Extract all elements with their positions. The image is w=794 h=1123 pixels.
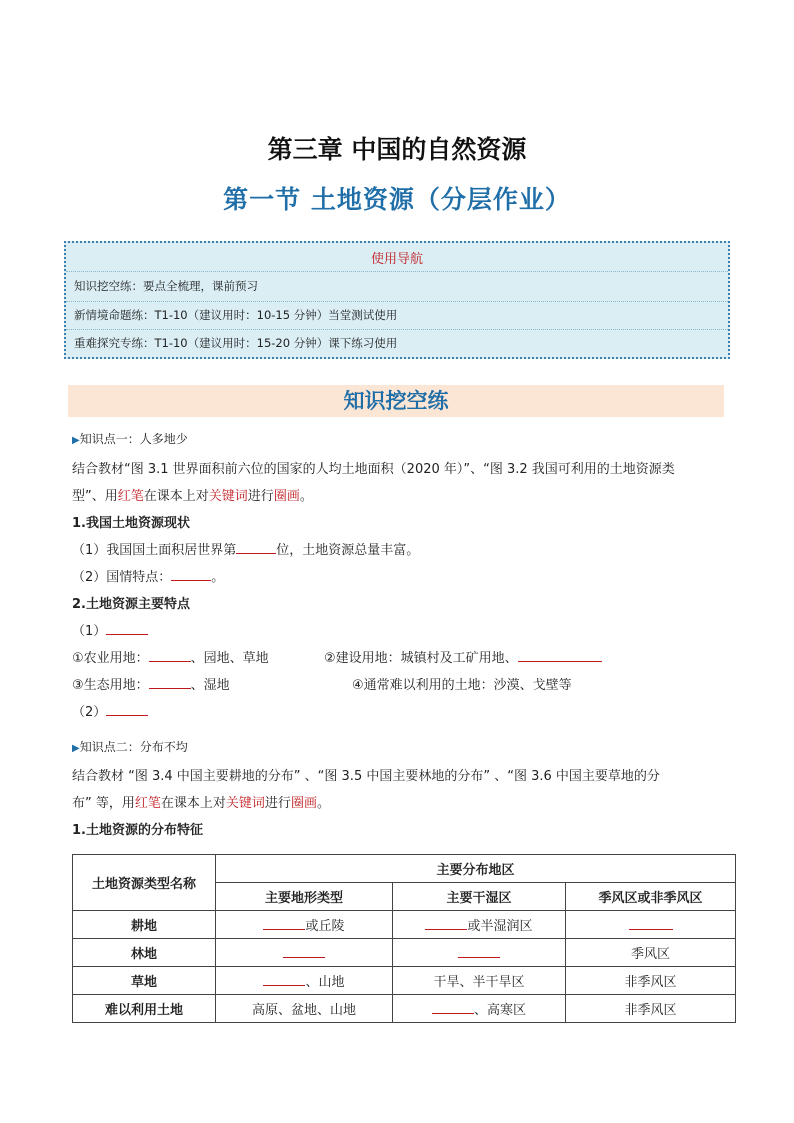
table-cell: 、山地 bbox=[216, 967, 393, 995]
table-sub-header: 季风区或非季风区 bbox=[566, 883, 736, 911]
unusable-land-item: ④通常难以利用的土地：沙漠、戈壁等 bbox=[352, 678, 572, 693]
kp1-feature-q1: （1） bbox=[72, 620, 148, 639]
fill-blank[interactable] bbox=[458, 944, 500, 958]
fill-blank[interactable] bbox=[106, 702, 148, 716]
nav-divider bbox=[66, 329, 728, 330]
row-name: 林地 bbox=[73, 939, 216, 967]
table-cell: 非季风区 bbox=[566, 995, 736, 1023]
fill-blank[interactable] bbox=[283, 944, 325, 958]
nav-divider bbox=[66, 301, 728, 302]
kp1-subsection-1-title: 1.我国土地资源现状 bbox=[72, 516, 190, 531]
kp1-question-2: （2）国情特点： 。 bbox=[72, 566, 224, 585]
construction-land-item: ②建设用地：城镇村及工矿用地、 bbox=[324, 647, 602, 666]
row-name: 耕地 bbox=[73, 911, 216, 939]
knowledge-point-1-heading: ▶知识点一：人多地少 bbox=[72, 432, 188, 446]
kp1-subsection-2-title: 2.土地资源主要特点 bbox=[72, 597, 190, 612]
fill-blank[interactable] bbox=[149, 675, 191, 689]
section-title: 第一节 土地资源（分层作业） bbox=[223, 185, 571, 214]
table-cell bbox=[216, 939, 393, 967]
table-cell bbox=[393, 939, 566, 967]
table-sub-header: 主要地形类型 bbox=[216, 883, 393, 911]
nav-row-3: 重难探究专练：T1-10（建议用时：15-20 分钟）课下练习使用 bbox=[74, 336, 398, 350]
fill-blank[interactable] bbox=[425, 916, 467, 930]
triangle-bullet-icon: ▶ bbox=[72, 435, 80, 446]
nav-divider bbox=[66, 271, 728, 272]
table-cell: 非季风区 bbox=[566, 967, 736, 995]
fill-blank[interactable] bbox=[236, 540, 276, 554]
nav-row-1: 知识挖空练：要点全梳理，课前预习 bbox=[74, 279, 258, 293]
fill-blank[interactable] bbox=[518, 648, 602, 662]
table-cell: 或半湿润区 bbox=[393, 911, 566, 939]
knowledge-point-2-heading: ▶知识点二：分布不均 bbox=[72, 740, 188, 754]
table-row bbox=[73, 967, 736, 995]
triangle-bullet-icon: ▶ bbox=[72, 743, 80, 754]
fill-blank[interactable] bbox=[629, 916, 673, 930]
chapter-title: 第三章 中国的自然资源 bbox=[267, 135, 527, 164]
kp2-intro-line-2: 布” 等，用红笔在课本上对关键词进行圈画。 bbox=[72, 796, 330, 811]
fill-blank[interactable] bbox=[263, 916, 305, 930]
fill-blank[interactable] bbox=[171, 567, 211, 581]
fill-blank[interactable] bbox=[263, 972, 305, 986]
kp2-subsection-1-title: 1.土地资源的分布特征 bbox=[72, 823, 203, 838]
table-sub-header: 主要干湿区 bbox=[393, 883, 566, 911]
kp1-question-1: （1）我国国土面积居世界第 位，土地资源总量丰富。 bbox=[72, 539, 419, 558]
fill-blank[interactable] bbox=[149, 648, 191, 662]
table-group-header: 主要分布地区 bbox=[216, 855, 736, 883]
table-cell: 季风区 bbox=[566, 939, 736, 967]
fill-blank[interactable] bbox=[106, 621, 148, 635]
ecological-land-item: ③生态用地： 、湿地 bbox=[72, 674, 230, 693]
fill-blank[interactable] bbox=[432, 1000, 474, 1014]
kp2-intro-line-1: 结合教材 “图 3.4 中国主要耕地的分布” 、“图 3.5 中国主要林地的分布” 、“图 3.6 中国主要草地的分 bbox=[72, 769, 660, 784]
table-row bbox=[73, 939, 736, 967]
agricultural-land-item: ①农业用地： 、园地、草地 bbox=[72, 647, 269, 666]
nav-title: 使用导航 bbox=[370, 252, 423, 267]
nav-row-2: 新情境命题练：T1-10（建议用时：10-15 分钟）当堂测试使用 bbox=[74, 308, 398, 322]
row-name: 草地 bbox=[73, 967, 216, 995]
kp1-intro-line-2: 型”、用红笔在课本上对关键词进行圈画。 bbox=[72, 489, 313, 504]
kp1-intro-line-1: 结合教材“图 3.1 世界面积前六位的国家的人均土地面积（2020 年）”、“图 3.2 我国可利用的土地资源类 bbox=[72, 462, 675, 477]
section-band-title: 知识挖空练 bbox=[68, 385, 724, 417]
table-cell bbox=[566, 911, 736, 939]
table-row bbox=[73, 911, 736, 939]
table-cell: 或丘陵 bbox=[216, 911, 393, 939]
table-cell: 、高寒区 bbox=[393, 995, 566, 1023]
land-distribution-table bbox=[72, 854, 736, 1023]
row-name: 难以利用土地 bbox=[73, 995, 216, 1023]
usage-navigation-box bbox=[64, 241, 730, 359]
table-corner-header: 土地资源类型名称 bbox=[73, 855, 216, 911]
table-cell: 干旱、半干旱区 bbox=[393, 967, 566, 995]
table-cell: 高原、盆地、山地 bbox=[216, 995, 393, 1023]
kp1-feature-q2: （2） bbox=[72, 701, 148, 720]
table-row bbox=[73, 995, 736, 1023]
